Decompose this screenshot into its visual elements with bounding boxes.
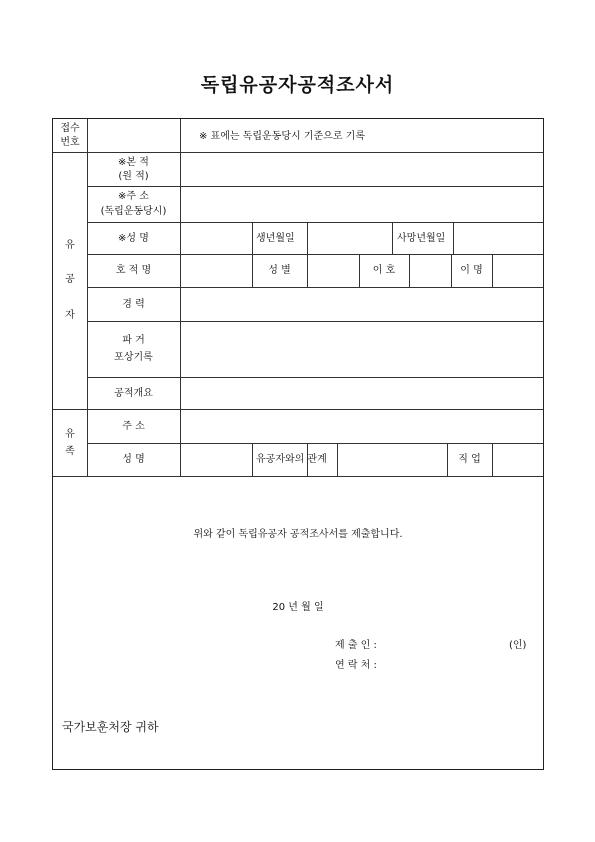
name-field[interactable] bbox=[181, 223, 252, 254]
date-line: 20 년 월 일 bbox=[272, 602, 324, 613]
career-field[interactable] bbox=[181, 288, 543, 321]
address-label-line2: (독립운동당시) bbox=[100, 206, 167, 217]
family-section-char-1: 유 bbox=[65, 429, 75, 440]
alias-field[interactable] bbox=[493, 255, 543, 287]
family-name-label: 성 명 bbox=[122, 454, 145, 465]
occupation-field[interactable] bbox=[493, 444, 543, 476]
pen-name-label: 이 호 bbox=[372, 265, 396, 276]
veteran-section-char-1: 유 bbox=[65, 240, 75, 251]
birth-date-label: 생년월일 bbox=[256, 233, 295, 244]
origin-label-line2: (원 적) bbox=[118, 171, 149, 182]
gender-label: 성 별 bbox=[268, 265, 291, 276]
family-name-field[interactable] bbox=[181, 444, 252, 476]
past-awards-field[interactable] bbox=[181, 322, 543, 377]
receipt-note: ※ 표에는 독립운동당시 기준으로 기록 bbox=[199, 131, 365, 142]
origin-label: ※본 적 bbox=[118, 157, 149, 168]
past-awards-label-line2: 포상기록 bbox=[114, 352, 153, 363]
pen-name-field[interactable] bbox=[410, 255, 451, 287]
seal-label: (인) bbox=[509, 640, 527, 651]
death-date-label: 사망년월일 bbox=[397, 233, 446, 244]
recipient-line: 국가보훈처장 귀하 bbox=[62, 720, 159, 734]
receipt-label-line2: 번호 bbox=[60, 137, 80, 148]
birth-date-field[interactable] bbox=[308, 223, 392, 254]
registry-name-field[interactable] bbox=[181, 255, 252, 287]
family-address-label: 주 소 bbox=[122, 421, 145, 432]
alias-label: 이 명 bbox=[460, 265, 483, 276]
address-field[interactable] bbox=[181, 187, 543, 222]
occupation-label: 직 업 bbox=[458, 454, 481, 465]
gender-field[interactable] bbox=[308, 255, 359, 287]
registry-name-label: 호 적 명 bbox=[115, 265, 152, 276]
past-awards-label: 파 거 bbox=[122, 335, 145, 346]
submission-statement: 위와 같이 독립유공자 공적조사서를 제출합니다. bbox=[193, 529, 403, 540]
receipt-number-field[interactable] bbox=[88, 120, 179, 151]
career-label: 경 력 bbox=[122, 299, 145, 310]
family-section-char-2: 족 bbox=[65, 446, 75, 457]
contact-field[interactable] bbox=[393, 655, 503, 673]
contact-label: 연 락 처 : bbox=[335, 660, 377, 671]
origin-field[interactable] bbox=[181, 153, 543, 186]
relation-label: 유공자와의 관계 bbox=[256, 454, 327, 465]
merit-summary-field[interactable] bbox=[181, 378, 543, 409]
veteran-section-char-3: 자 bbox=[65, 310, 75, 321]
submitter-field[interactable] bbox=[393, 635, 503, 653]
merit-summary-label: 공적개요 bbox=[114, 388, 153, 399]
name-label: ※성 명 bbox=[118, 233, 149, 244]
submitter-label: 제 출 인 : bbox=[335, 640, 377, 651]
document-title: 독립유공자공적조사서 bbox=[200, 74, 395, 96]
address-label: ※주 소 bbox=[118, 191, 149, 202]
family-address-field[interactable] bbox=[181, 410, 543, 443]
relation-field[interactable] bbox=[338, 444, 447, 476]
veteran-section-char-2: 공 bbox=[65, 274, 75, 285]
merit-survey-form bbox=[52, 118, 544, 770]
receipt-label: 접수 bbox=[60, 123, 80, 134]
death-date-field[interactable] bbox=[454, 223, 543, 254]
